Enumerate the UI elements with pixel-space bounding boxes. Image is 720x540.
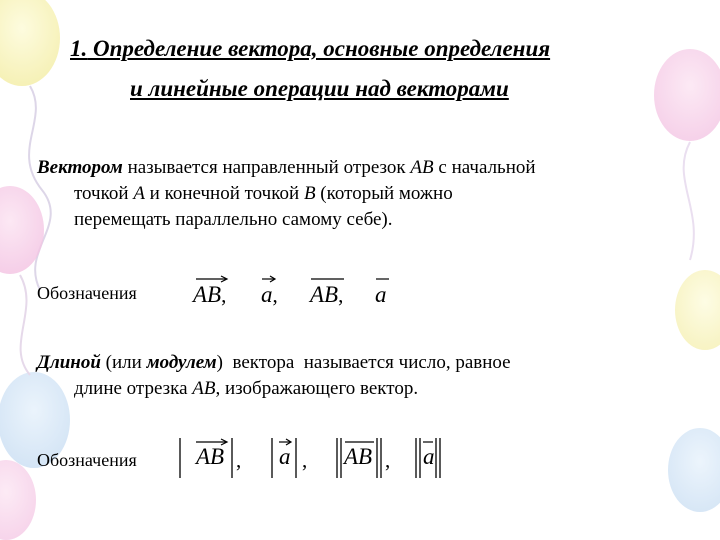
text-segment: ) вектора называется число, равное xyxy=(216,352,511,373)
segment-AB: AB xyxy=(192,378,216,399)
symbol-AB: AB xyxy=(196,444,225,469)
definition-vector-line-3: перемещать параллельно самому себе). xyxy=(74,209,393,230)
bar-over-icon xyxy=(310,274,346,284)
separator: , xyxy=(236,448,242,472)
balloon-string-2 xyxy=(20,275,30,375)
balloon-pink-low xyxy=(0,460,36,540)
definition-vector-line-1 xyxy=(37,155,707,181)
balloon-pink-top-right xyxy=(654,49,720,141)
separator: , xyxy=(338,283,344,307)
definition-length-line-2 xyxy=(37,376,707,402)
title-number: 1. xyxy=(70,36,88,61)
slide-title-line-2 xyxy=(130,76,509,102)
text-segment: точкой xyxy=(74,183,134,204)
separator: , xyxy=(302,448,308,472)
text-segment: называется направленный отрезок xyxy=(122,157,411,178)
modulus-a-arrow xyxy=(270,432,314,480)
separator: , xyxy=(385,448,391,472)
slide-title-line-1 xyxy=(70,36,550,62)
modulus-AB-arrow xyxy=(178,432,240,480)
term-length: Длиной xyxy=(37,352,101,373)
modulus-a-bar xyxy=(414,432,446,480)
definition-vector-line-2 xyxy=(37,181,707,207)
term-modulus: модулем xyxy=(146,352,217,373)
symbol-AB: AB xyxy=(310,282,339,307)
title-text-line-2: и линейные операции над векторами xyxy=(130,76,509,101)
notation-label-1: Обозначения xyxy=(37,283,137,303)
symbol-a: a xyxy=(423,444,435,469)
term-vector: Вектором xyxy=(37,157,123,178)
text-segment: (который можно xyxy=(315,183,453,204)
balloon-blue-right xyxy=(668,428,720,512)
symbol-a: a xyxy=(261,282,273,307)
arrow-over-icon xyxy=(261,274,277,284)
definition-vector xyxy=(37,155,707,233)
symbol-a: a xyxy=(279,444,291,469)
text-segment: с начальной xyxy=(433,157,536,178)
notation-vector-AB-bar xyxy=(310,282,343,308)
text-segment: и конечной точкой xyxy=(144,183,304,204)
balloon-yellow-top xyxy=(0,0,60,86)
balloon-yellow-right xyxy=(675,270,720,350)
point-B: B xyxy=(303,183,316,204)
notation-vector-AB-arrow xyxy=(193,282,226,308)
modulus-AB-bar xyxy=(335,432,395,480)
notation-label-2: Обозначения xyxy=(37,450,137,470)
text-segment: (или xyxy=(100,352,147,373)
symbol-a: a xyxy=(375,282,387,307)
title-text-line-1: Определение вектора, основные определения xyxy=(93,36,551,61)
definition-length xyxy=(37,350,707,402)
definition-length-line-1 xyxy=(37,350,707,376)
bar-over-icon xyxy=(375,274,391,284)
point-A: A xyxy=(133,183,145,204)
notation-vector-a-bar xyxy=(375,282,387,308)
separator: , xyxy=(221,283,227,307)
separator: , xyxy=(272,283,278,307)
notation-vector-a-arrow xyxy=(261,282,278,308)
arrow-over-icon xyxy=(195,274,229,284)
text-segment: , изображающего вектор. xyxy=(215,378,419,399)
segment-AB: AB xyxy=(410,157,434,178)
text-segment: длине отрезка xyxy=(74,378,193,399)
symbol-AB: AB xyxy=(344,444,373,469)
symbol-AB: AB xyxy=(193,282,222,307)
